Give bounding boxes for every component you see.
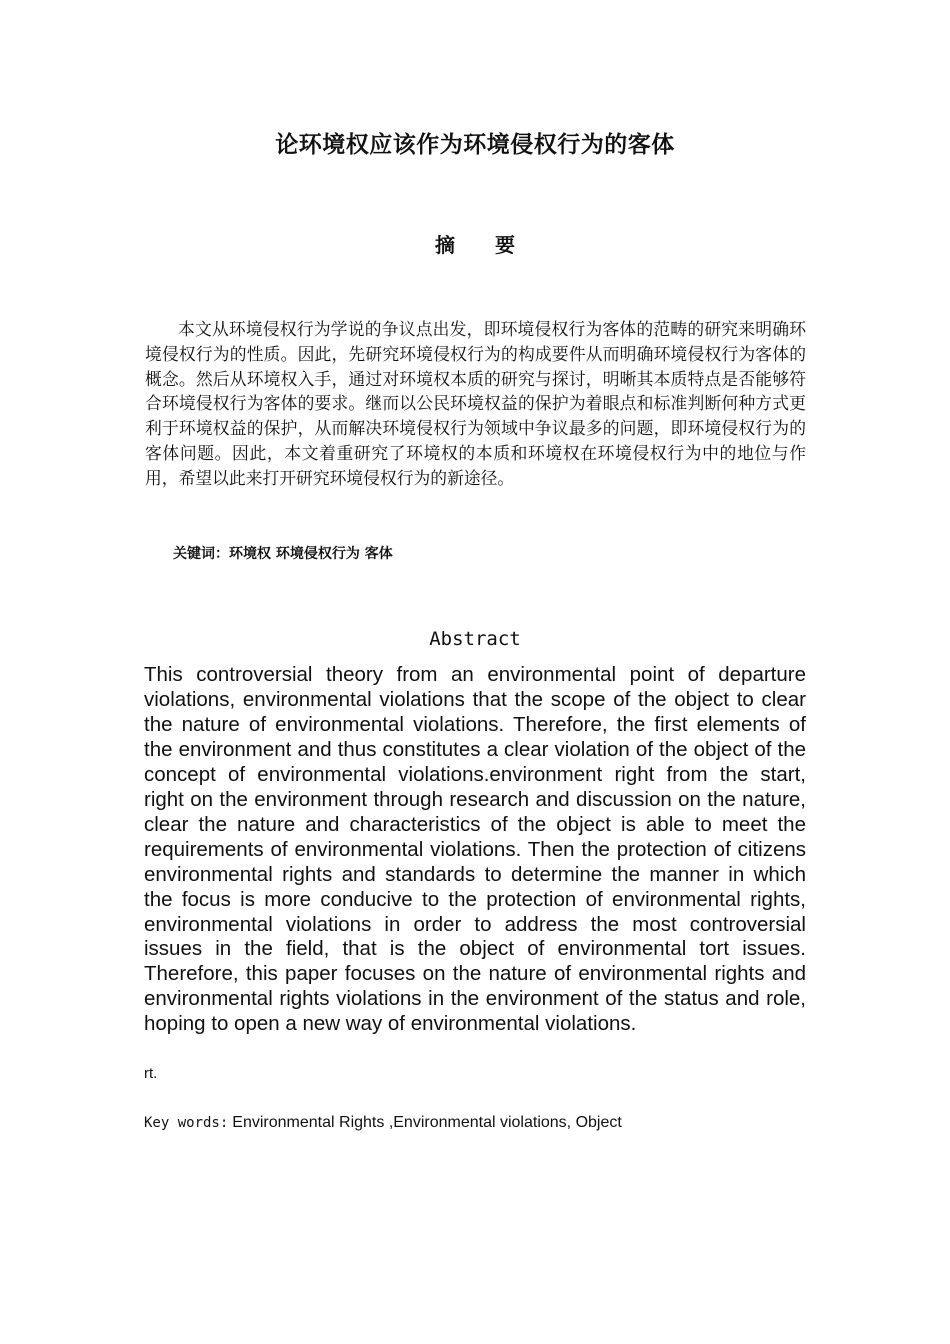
keywords-en	[144, 1114, 622, 1132]
keywords-en-label: Key words:	[144, 1115, 229, 1131]
keywords-en-value: Environmental Rights ,Environmental violations, Object	[232, 1114, 622, 1131]
abstract-body-en: This controversial theory from an environmental point of departure violations, environmental violations that the scope of the object to clear the nature of environmental violations. Therefore, the first elements of the environment and thus constitutes a clear violation of the object of the concept of environmental violations.environment right from the start, right on the environment through research and discussion on the nature, clear the nature and characteristics of the object is able to meet the requirements of environmental violations. Then the protection of citizens environmental rights and standards to determine the manner in which the focus is more conducive to the protection of environmental rights, environmental violations in order to address the most controversial issues in the field, that is the object of environmental tort issues. Therefore, this paper focuses on the nature of environmental rights and environmental rights violations in the environment of the status and role, hoping to open a new way of environmental violations.	[144, 663, 806, 1036]
abstract-body-cn: 本文从环境侵权行为学说的争议点出发，即环境侵权行为客体的范畴的研究来明确环境侵权行为的性质。因此，先研究环境侵权行为的构成要件从而明确环境侵权行为客体的概念。然后从环境权入手，通过对环境权本质的研究与探讨，明晰其本质特点是否能够符合环境侵权行为客体的要求。继而以公民环境权益的保护为着眼点和标准判断何种方式更利于环境权益的保护，从而解决环境侵权行为领域中争议最多的问题，即环境侵权行为的客体问题。因此，本文着重研究了环境权的本质和环境权在环境侵权行为中的地位与作用，希望以此来打开研究环境侵权行为的新途径。	[145, 319, 806, 488]
abstract-heading-en: Abstract	[429, 628, 521, 650]
abstract-tail-fragment: rt.	[144, 1065, 158, 1082]
abstract-heading-cn: 摘要	[435, 233, 555, 257]
document-title: 论环境权应该作为环境侵权行为的客体	[275, 132, 675, 158]
keywords-cn: 关键词：环境权 环境侵权行为 客体	[173, 546, 393, 562]
